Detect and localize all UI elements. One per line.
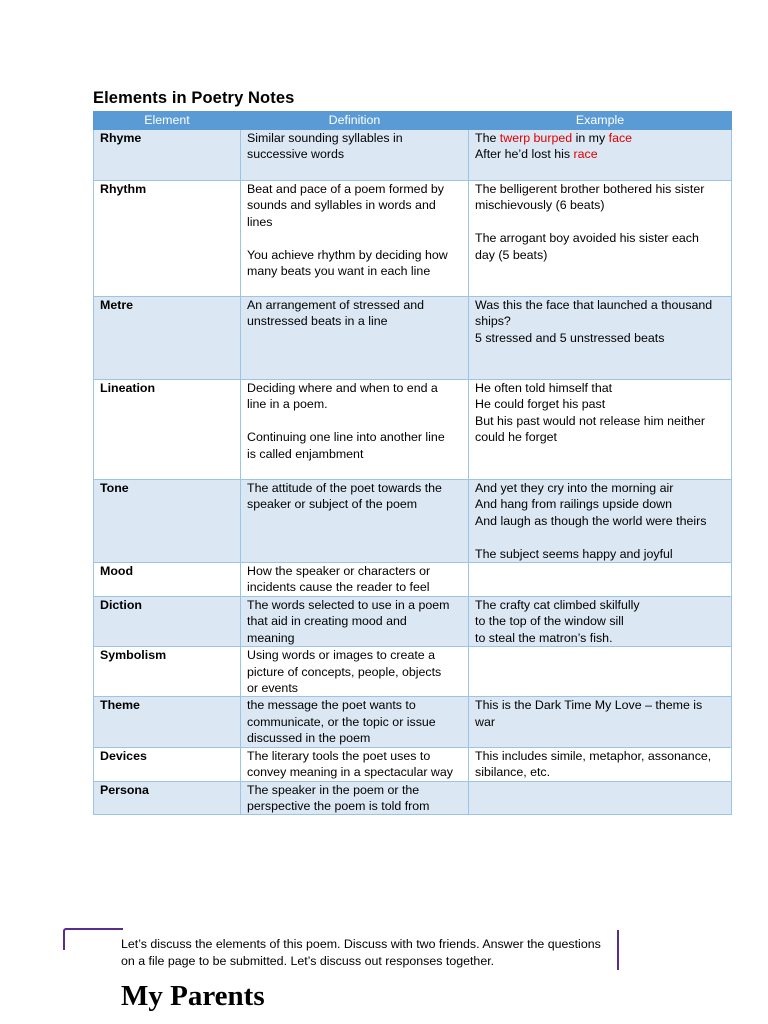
example-line (475, 764, 725, 780)
poem-frame-left-corner (63, 928, 123, 950)
element-name-cell: Devices (94, 747, 241, 781)
definition-line: The literary tools the poet uses to (247, 748, 431, 763)
example-line (475, 181, 725, 197)
example-text: to the top of the window sill (475, 614, 624, 629)
table-row (94, 181, 732, 297)
rhyme-highlight: face (608, 131, 633, 145)
example-line (475, 546, 725, 562)
example-cell (469, 480, 732, 563)
definition-line: The attitude of the poet towards the (247, 481, 442, 495)
example-text: And hang from railings upside down (475, 497, 672, 512)
poem-author-cutoff (121, 1017, 181, 1024)
example-cell (469, 181, 732, 297)
example-line (475, 413, 725, 429)
element-name-cell: Symbolism (94, 647, 241, 697)
example-text: ships? (475, 314, 511, 329)
example-line (475, 313, 725, 329)
definition-line: perspective the poem is told from (247, 799, 430, 814)
definition-line: discussed in the poem (247, 731, 371, 746)
definition-line: picture of concepts, people, objects (247, 664, 442, 679)
example-text: The crafty cat climbed skilfully (475, 598, 640, 613)
example-text: day (5 beats) (475, 247, 548, 262)
definition-line: convey meaning in a spectacular way (247, 765, 453, 780)
definition-line: Continuing one line into another line (247, 430, 445, 445)
table-row (94, 297, 732, 380)
example-text: sibilance, etc. (475, 765, 551, 780)
blank-line (247, 230, 462, 246)
element-name-cell: Lineation (94, 380, 241, 480)
definition-line: Using words or images to create a (247, 648, 436, 663)
definition-line: unstressed beats in a line (247, 314, 388, 329)
element-name-cell: Persona (94, 781, 241, 815)
example-line (475, 613, 725, 629)
definition-cell (241, 563, 469, 597)
example-text: 5 stressed and 5 unstressed beats (475, 330, 665, 345)
blank-line (247, 413, 462, 429)
element-name-cell: Diction (94, 597, 241, 647)
example-line (475, 197, 725, 213)
example-line (475, 230, 725, 246)
example-text: After he’d lost his (475, 147, 574, 162)
definition-line: the message the poet wants to (247, 698, 416, 713)
poetry-elements-table (93, 111, 732, 815)
example-line (475, 330, 725, 346)
example-cell (469, 380, 732, 480)
element-name-cell: Metre (94, 297, 241, 380)
example-text: The (475, 131, 500, 145)
example-line (475, 429, 725, 445)
definition-cell (241, 747, 469, 781)
definition-cell (241, 597, 469, 647)
definition-cell (241, 130, 469, 181)
example-cell (469, 130, 732, 181)
example-cell (469, 647, 732, 697)
example-text: The arrogant boy avoided his sister each (475, 231, 699, 246)
example-text: war (475, 714, 495, 729)
table-row (94, 747, 732, 781)
poem-frame-right-edge (617, 930, 619, 970)
definition-line: The words selected to use in a poem (247, 598, 450, 613)
column-header-example: Example (469, 112, 732, 130)
example-cell (469, 781, 732, 815)
example-cell (469, 747, 732, 781)
example-cell (469, 297, 732, 380)
example-text: to steal the matron’s fish. (475, 630, 613, 645)
column-header-element: Element (94, 112, 241, 130)
example-cell (469, 563, 732, 597)
rhyme-highlight: race (573, 147, 598, 162)
example-text: mischievously (6 beats) (475, 198, 605, 213)
definition-line: Similar sounding syllables in (247, 131, 403, 145)
definition-cell (241, 480, 469, 563)
definition-cell (241, 647, 469, 697)
example-line (475, 480, 725, 496)
example-text: could he forget (475, 430, 557, 445)
definition-line: incidents cause the reader to feel (247, 580, 430, 595)
example-line (475, 714, 725, 730)
example-text: And yet they cry into the morning air (475, 481, 674, 495)
definition-line: communicate, or the topic or issue (247, 714, 436, 729)
example-text: He could forget his past (475, 397, 606, 412)
table-row (94, 597, 732, 647)
definition-line: You achieve rhythm by deciding how (247, 247, 448, 262)
example-text: The subject seems happy and joyful (475, 546, 673, 561)
definition-line: How the speaker or characters or (247, 564, 431, 579)
table-row (94, 480, 732, 563)
element-name-cell: Rhythm (94, 181, 241, 297)
example-line (475, 630, 725, 646)
example-line (475, 513, 725, 529)
table-row (94, 130, 732, 181)
table-row (94, 647, 732, 697)
definition-line: sounds and syllables in words and (247, 198, 436, 213)
discussion-instructions: Let’s discuss the elements of this poem. Discuss with two friends. Answer the questions on a file page to be submitted. Let’s discuss out responses together. (121, 937, 601, 968)
definition-cell (241, 297, 469, 380)
example-text: This includes simile, metaphor, assonance, (475, 748, 712, 763)
element-name-cell: Theme (94, 697, 241, 747)
definition-line: Beat and pace of a poem formed by (247, 182, 444, 196)
element-name-cell: Mood (94, 563, 241, 597)
definition-line: successive words (247, 147, 345, 162)
table-row (94, 380, 732, 480)
definition-line: that aid in creating mood and (247, 614, 407, 629)
example-text: in my (572, 131, 609, 145)
example-line (475, 130, 725, 146)
example-text: Was this the face that launched a thousand (475, 298, 713, 312)
definition-line: is called enjambment (247, 446, 364, 461)
element-name-cell: Rhyme (94, 130, 241, 181)
definition-line: lines (247, 214, 273, 229)
example-text: He often told himself that (475, 381, 613, 395)
example-text: This is the Dark Time My Love – theme is (475, 698, 703, 713)
blank-line (475, 529, 725, 545)
definition-line: Deciding where and when to end a (247, 381, 438, 395)
example-line (475, 247, 725, 263)
example-line (475, 748, 725, 764)
rhyme-highlight: twerp burped (499, 131, 573, 145)
example-line (475, 146, 725, 162)
example-text: And laugh as though the world were theirs (475, 513, 707, 528)
poem-title: My Parents (121, 980, 265, 1012)
example-line (475, 396, 725, 412)
definition-line: many beats you want in each line (247, 264, 431, 279)
definition-line: An arrangement of stressed and (247, 298, 425, 312)
definition-line: or events (247, 681, 298, 696)
table-row (94, 781, 732, 815)
definition-line: speaker or subject of the poem (247, 497, 418, 512)
definition-line: The speaker in the poem or the (247, 782, 420, 797)
example-text: But his past would not release him neither (475, 413, 706, 428)
example-line (475, 496, 725, 512)
definition-cell (241, 380, 469, 480)
column-header-definition: Definition (241, 112, 469, 130)
example-line (475, 697, 725, 713)
page-title: Elements in Poetry Notes (93, 89, 295, 107)
table-header-row (94, 112, 732, 130)
definition-cell (241, 697, 469, 747)
definition-line: meaning (247, 630, 295, 645)
blank-line (475, 214, 725, 230)
definition-cell (241, 781, 469, 815)
element-name-cell: Tone (94, 480, 241, 563)
example-line (475, 597, 725, 613)
definition-line: line in a poem. (247, 397, 328, 412)
example-line (475, 297, 725, 313)
example-cell (469, 597, 732, 647)
definition-cell (241, 181, 469, 297)
table-row (94, 697, 732, 747)
example-text: The belligerent brother bothered his sister (475, 182, 705, 196)
example-line (475, 380, 725, 396)
example-cell (469, 697, 732, 747)
table-row (94, 563, 732, 597)
